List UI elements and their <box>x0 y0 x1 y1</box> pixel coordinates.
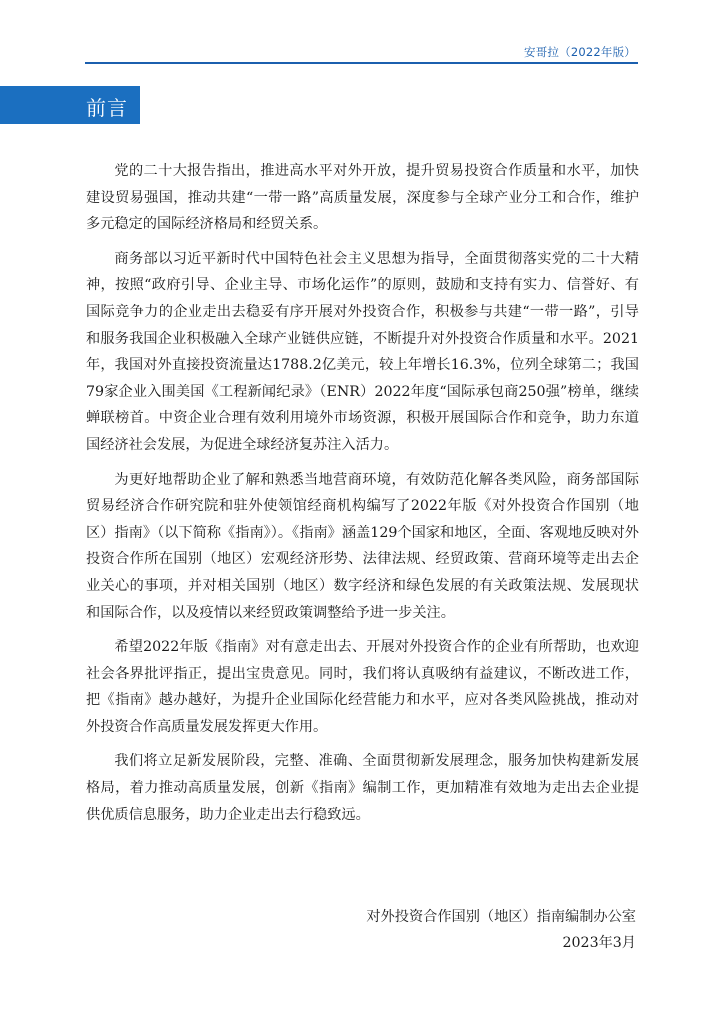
header-divider <box>85 62 638 64</box>
paragraph-4: 希望2022年版《指南》对有意走出去、开展对外投资合作的企业有所帮助，也欢迎社会各界批评指正，提出宝贵意见。同时，我们将认真吸纳有益建议，不断改进工作，把《指南》越办越好，为提升企业国际化经营能力和水平，应对各类风险挑战，推动对外投资合作高质量发展发挥更大作用。 <box>86 639 639 735</box>
signature-block <box>366 904 636 956</box>
paragraph-2: 商务部以习近平新时代中国特色社会主义思想为指导，全面贯彻落实党的二十大精神，按照“政府引导、企业主导、市场化运作”的原则，鼓励和支持有实力、信誉好、有国际竞争力的企业走出去稳妥有序开展对外投资合作，积极参与共建“一带一路”，引导和服务我国企业积极融入全球产业链供应链，不断提升对外投资合作质量和水平。2021年，我国对外直接投资流量达1788.2亿美元，较上年增长16.3%，位列全球第二；我国79家企业入围美国《工程新闻纪录》（ENR）2022年度“国际承包商250强”榜单，继续蝉联榜首。中资企业合理有效利用境外市场资源，积极开展国际合作和竞争，助力东道国经济社会发展，为促进全球经济复苏注入活力。 <box>86 250 639 453</box>
signature-date: 2023年3月 <box>562 935 636 951</box>
paragraph-3: 为更好地帮助企业了解和熟悉当地营商环境，有效防范化解各类风险，商务部国际贸易经济合作研究院和驻外使领馆经商机构编写了2022年版《对外投资合作国别（地区）指南》（以下简称《指南》）。《指南》涵盖129个国家和地区，全面、客观地反映对外投资合作所在国别（地区）宏观经济形势、法律法规、经贸政策、营商环境等走出去企业关心的事项，并对相关国别（地区）数字经济和绿色发展的有关政策法规、发展现状和国际合作，以及疫情以来经贸政策调整给予进一步关注。 <box>86 471 639 621</box>
paragraph-5: 我们将立足新发展阶段，完整、准确、全面贯彻新发展理念，服务加快构建新发展格局，着力推动高质量发展，创新《指南》编制工作，更加精准有效地为走出去企业提供优质信息服务，助力企业走出去行稳致远。 <box>86 753 639 823</box>
section-title: 前言 <box>86 96 128 120</box>
running-header: 安哥拉（2022年版） <box>524 45 636 59</box>
paragraph-1: 党的二十大报告指出，推进高水平对外开放，提升贸易投资合作质量和水平，加快建设贸易强国，推动共建“一带一路”高质量发展，深度参与全球产业分工和合作，维护多元稳定的国际经济格局和经贸关系。 <box>86 163 639 233</box>
signature-organization: 对外投资合作国别（地区）指南编制办公室 <box>366 909 636 925</box>
preface-body <box>86 158 639 836</box>
